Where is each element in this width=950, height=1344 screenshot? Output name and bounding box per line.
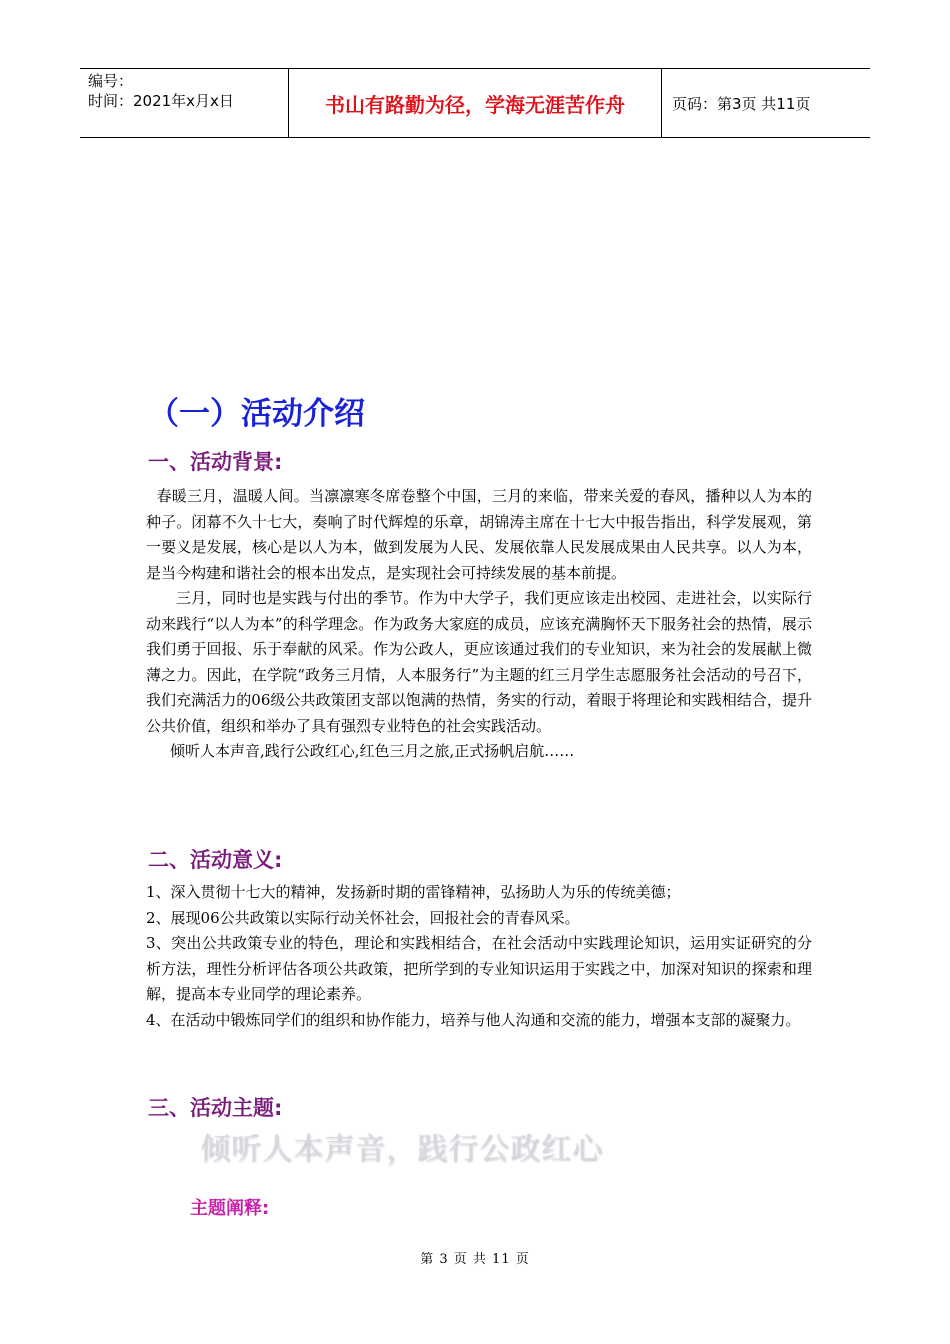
background-paragraph: 春暖三月，温暖人间。当凛凛寒冬席卷整个中国，三月的来临，带来关爱的春风，播种以人为本的种子。闭幕不久十七大，奏响了时代辉煌的乐章，胡锦涛主席在十七大中报告指出，科学发展观，第一要义是发展，核心是以人为本，做到发展为人民、发展依靠人民发展成果由人民共享。以人为本，是当今构建和谐社会的根本出发点，是实现社会可持续发展的基本前提。 [146, 487, 812, 582]
header-number-label: 编号： [88, 72, 134, 90]
significance-list [146, 880, 812, 1033]
significance-item: 3、突出公共政策专业的特色，理论和实践相结合，在社会活动中实践理论知识，运用实证研究的分析方法，理性分析评估各项公共政策，把所学到的专业知识运用于实践之中，加深对知识的探索和理解，提高本专业同学的理论素养。 [146, 934, 812, 1003]
significance-item: 4、在活动中锻炼同学们的组织和协作能力，培养与他人沟通和交流的能力，增强本支部的凝聚力。 [146, 1010, 801, 1029]
header-meta [80, 69, 289, 137]
header-motto: 书山有路勤为径，学海无涯苦作舟 [289, 69, 662, 137]
significance-item: 2、展现06公共政策以实际行动关怀社会，回报社会的青春风采。 [146, 908, 580, 927]
header-time: 时间：2021年x月x日 [88, 92, 234, 110]
page-footer: 第 3 页 共 11 页 [420, 1252, 530, 1267]
page-header [80, 68, 870, 138]
header-page-info: 页码：第3页 共11页 [672, 94, 811, 113]
background-paragraph: 三月，同时也是实践与付出的季节。作为中大学子，我们更应该走出校园、走进社会，以实际行动来践行“以人为本”的科学理念。作为政务大家庭的成员，应该充满胸怀天下服务社会的热情，展示我们勇于回报、乐于奉献的风采。作为公政人，更应该通过我们的专业知识，来为社会的发展献上微薄之力。因此，在学院“政务三月情，人本服务行”为主题的红三月学生志愿服务社会活动的号召下，我们充满活力的06级公共政策团支部以饱满的热情，务实的行动，着眼于将理论和实践相结合，提升公共价值，组织和举办了具有强烈专业特色的社会实践活动。 [146, 589, 812, 735]
significance-item: 1、深入贯彻十七大的精神，发扬新时期的雷锋精神，弘扬助人为乐的传统美德； [146, 883, 681, 901]
background-body [146, 484, 812, 765]
significance-heading: 二、活动意义: [148, 848, 283, 872]
theme-subheading: 主题阐释: [190, 1198, 270, 1219]
section-title: （一）活动介绍 [148, 396, 365, 432]
theme-slogan: 倾听人本声音，践行公政红心 [200, 1132, 603, 1167]
theme-heading: 三、活动主题: [148, 1096, 283, 1120]
background-paragraph: 倾听人本声音,践行公政红心,红色三月之旅,正式扬帆启航…… [170, 742, 575, 760]
background-heading: 一、活动背景: [148, 450, 283, 474]
